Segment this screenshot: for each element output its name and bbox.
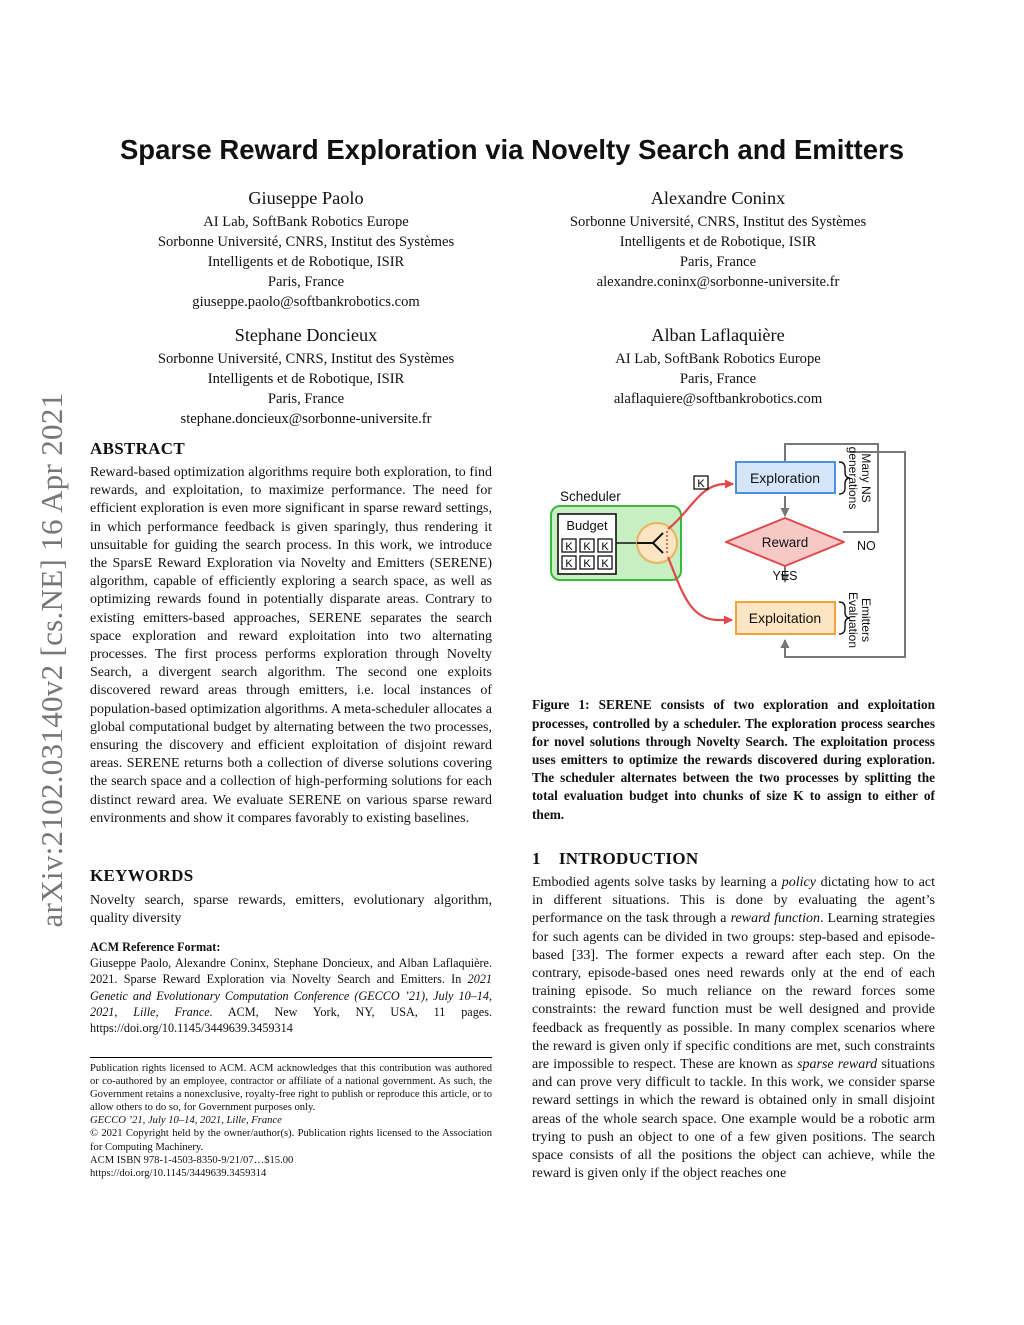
footnote (90, 1062, 492, 1180)
serene-diagram (540, 432, 920, 664)
chunk-k-label: K (565, 541, 573, 553)
emitters-evaluation-line2: Evaluation (846, 591, 860, 649)
keywords-heading: KEYWORDS (90, 866, 194, 885)
ns-generations-line1: Many NS (859, 453, 873, 503)
footnote-rights: Publication rights licensed to ACM. ACM acknowledges that this contribution was authored or co-authored by an employee, contractor or affiliate of a national government. As such, the Government retains a nonexclusive, royalty-free right to publish or reproduce this article, or to allow others to do so, for Government purposes only. (90, 1063, 492, 1114)
emitters-evaluation-annotation (846, 592, 873, 648)
footnote-divider (90, 1057, 492, 1058)
author-name: Stephane Doncieux (234, 325, 378, 345)
footnote-isbn: ACM ISBN 978-1-4503-8350-9/21/07…$15.00 (90, 1154, 294, 1166)
chunk-k-label: K (583, 558, 591, 570)
author-email: alaflaquiere@softbankrobotics.com (613, 391, 823, 407)
author-email: giuseppe.paolo@softbankrobotics.com (192, 294, 420, 310)
author-affiliation: AI Lab, SoftBank Robotics Europe (615, 351, 821, 367)
exploration-label: Exploration (749, 470, 821, 486)
author-affiliation: Sorbonne Université, CNRS, Institut des Systèmes (157, 351, 455, 367)
acm-reference-rest: ACM, New York, NY, USA, 11 pages. https://doi.org/10.1145/3449639.3459314 (90, 1004, 492, 1036)
introduction-text (532, 874, 935, 1183)
author-location: Paris, France (267, 274, 345, 290)
author-email: alexandre.coninx@sorbonne-universite.fr (596, 274, 840, 290)
author-block-3 (90, 323, 522, 429)
paper-title: Sparse Reward Exploration via Novelty Search and Emitters (119, 134, 905, 165)
intro-text-run: dictating how to act in different situations. This is done by evaluating the agent’s performance on the task through a (532, 875, 935, 927)
arxiv-identifier: arXiv:2102.03140v2 [cs.NE] 16 Apr 2021 (34, 392, 69, 928)
author-affiliation: Intelligents et de Robotique, ISIR (207, 254, 405, 270)
author-email: stephane.doncieux@sorbonne-universite.fr (180, 411, 432, 427)
emitters-evaluation-line1: Emitters (859, 597, 873, 643)
author-name: Alban Laflaquière (651, 325, 785, 345)
chunk-k-label: K (583, 541, 591, 553)
budget-label: Budget (566, 518, 608, 533)
intro-text-run: . Learning strategies for such agents can be divided in two groups: step-based and episode-based [33]. The former expects a reward after each step. On the contrary, episode-based ones need rewards only at the end of each training episode. So much reliance on the reward forces some constraints: the reward function must be well designed and provide feedback as frequently as possible. In many complex scenarios where the reward is given only if specific conditions are met, such constraints are impossible to respect. These are known as (532, 911, 936, 1073)
intro-text-run: situations and can prove very difficult to tackle. In this work, we consider sparse reward settings in which the reward is obtained only in small disjoint areas of the whole search space. One example would be a robotic arm trying to push an object to one of a few given positions. The search space consists of all the positions the object can achieve, while the reward is given only if the object reaches one (532, 1057, 936, 1182)
footnote-conference: GECCO ’21, July 10–14, 2021, Lille, France (90, 1115, 282, 1127)
scheduler-label: Scheduler (560, 489, 621, 504)
yes-label: YES (772, 569, 798, 583)
footnote-doi: https://doi.org/10.1145/3449639.3459314 (90, 1167, 267, 1179)
chunk-k-label: K (601, 558, 609, 570)
footnote-copyright: © 2021 Copyright held by the owner/author(s). Publication rights licensed to the Association for Computing Machinery. (90, 1128, 492, 1153)
section-title: INTRODUCTION (558, 849, 699, 868)
exploitation-label: Exploitation (748, 610, 822, 626)
chunk-k-label: K (565, 558, 573, 570)
author-block-1 (90, 186, 522, 312)
section-number: 1 (532, 849, 541, 868)
intro-emphasis: policy (781, 875, 816, 890)
author-affiliation: Intelligents et de Robotique, ISIR (619, 234, 817, 250)
chunk-k-label: K (601, 541, 609, 553)
author-affiliation: Sorbonne Université, CNRS, Institut des Systèmes (157, 234, 455, 250)
acm-reference-venue: 2021 Genetic and Evolutionary Computation Conference (GECCO ’21), July 10–14, 2021, Lille, France. (90, 972, 492, 1019)
author-name: Alexandre Coninx (650, 188, 786, 208)
intro-emphasis: sparse reward (797, 1057, 878, 1073)
ns-generations-annotation (846, 447, 873, 510)
abstract-heading: ABSTRACT (90, 439, 185, 458)
chunk-k-label: K (697, 478, 705, 490)
author-location: Paris, France (267, 391, 345, 407)
author-affiliation: Sorbonne Université, CNRS, Institut des Systèmes (569, 214, 867, 230)
keywords-text: Novelty search, sparse rewards, emitters, evolutionary algorithm, quality diversity (90, 893, 492, 927)
author-block-4 (502, 323, 934, 409)
author-location: Paris, France (679, 254, 757, 270)
introduction-heading (532, 849, 935, 869)
acm-reference-heading: ACM Reference Format: (90, 940, 221, 954)
no-label: NO (857, 539, 876, 553)
intro-text-run: Embodied agents solve tasks by learning a (532, 875, 782, 890)
acm-reference-format (90, 939, 492, 1036)
reward-label: Reward (761, 535, 809, 550)
author-affiliation: AI Lab, SoftBank Robotics Europe (203, 214, 409, 230)
author-location: Paris, France (679, 371, 757, 387)
intro-emphasis: reward function (730, 911, 820, 927)
figure-caption: Figure 1: SERENE consists of two exploration and exploitation processes, controlled by a scheduler. The exploration process searches for novel solutions through Novelty Search. The exploitation process uses emitters to optimize the rewards discovered during exploration. The scheduler alternates between the two processes by splitting the total evaluation budget into chunks of size K to assign to either of them. (532, 697, 935, 822)
author-affiliation: Intelligents et de Robotique, ISIR (207, 371, 405, 387)
author-block-2 (502, 186, 934, 292)
author-name: Giuseppe Paolo (248, 188, 364, 208)
ns-generations-line2: generations (846, 446, 860, 510)
abstract-text: Reward-based optimization algorithms require both exploration, to find rewards, and exploitation, to maximize performance. The need for efficient exploration is even more significant in sparse reward settings, in which performance feedback is given sparingly, thus rendering it unsuitable for guiding the search process. In this work, we introduce the SparsE Reward Exploration via Novelty and Emitters (SERENE) algorithm, capable of efficiently exploring a search space, as well as optimizing rewards found in potentially disparate areas. Contrary to existing emitters-based approaches, SERENE separates the search space exploration and reward exploitation into two alternating processes. The first process performs exploration through Novelty Search, a divergent search algorithm. The second one exploits discovered reward areas through emitters, i.e. local instances of population-based optimization algorithms. A meta-scheduler allocates a global computational budget by alternating between the two processes, ensuring the discovery and efficient exploitation of disjoint reward areas. SERENE returns both a collection of diverse solutions covering the search space and a collection of high-performing solutions for each distinct reward area. We evaluate SERENE on various sparse reward environments and show it compares favorably to existing baselines. (90, 465, 492, 826)
acm-reference-authors: Giuseppe Paolo, Alexandre Coninx, Stephane Doncieux, and Alban Laflaquière. 2021. Sparse Reward Exploration via Novelty Search and Emitters. In (90, 956, 492, 987)
